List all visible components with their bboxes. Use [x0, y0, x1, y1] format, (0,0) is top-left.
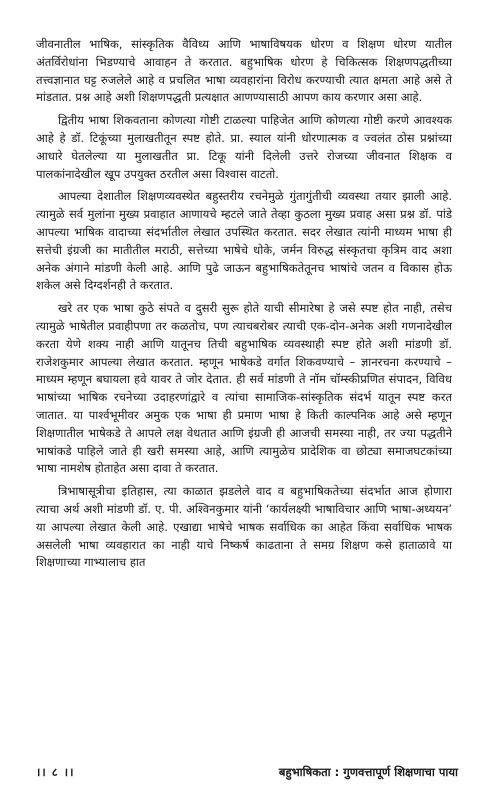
page-footer: [36, 762, 458, 782]
body-text: [36, 36, 452, 577]
paragraph-2: द्वितीय भाषा शिकवताना कोणत्या गोष्टी टाळल्या पाहिजेत आणि कोणत्या गोष्टी करणे आवश्यक आहे हे डॉ. टिकूंच्या मुलाखतीतून स्पष्ट होते. प्रा. स्याल यांनी धोरणात्मक व ज्वलंत ठोस प्रश्नांच्या आधारे घेतलेल्या या मुलाखतीत प्रा. टिकू यांनी दिलेली उत्तरे रोजच्या जीवनात शिक्षक व पालकांनादेखील खूप उपयुक्त ठरतील असा विश्वास वाटतो.: [36, 113, 452, 181]
paragraph-3: आपल्या देशातील शिक्षणव्यवस्थेत बहुस्तरीय रचनेमुळे गुंतागुंतीची व्यवस्था तयार झाली आहे. त्यामुळे सर्व मुलांना मुख्य प्रवाहात आणायचे म्हटले जाते तेव्हा कुठला मुख्य प्रवाह असा प्रश्न डॉ. पांडे आपल्या भाषिक वादाच्या संदर्भातील लेखात उपस्थित करतात. सदर लेखात त्यांनी माध्यम भाषा ही सत्तेची इंग्रजी का मातीतील मराठी, सत्तेच्या भाषेचे धोके, जर्मन विरुद्ध संस्कृतचा कृत्रिम वाद अशा अनेक अंगाने मांडणी केली आहे. आणि पुढे जाऊन बहुभाषिकतेतूनच भाषांचे जतन व विकास होऊ शकेल असे दिग्दर्शनही ते करतात.: [36, 189, 452, 293]
paragraph-1: जीवनातील भाषिक, सांस्कृतिक वैविध्य आणि भाषाविषयक धोरण व शिक्षण धोरण यातील अंतर्विरोधांना भिडण्याचे आवाहन ते करतात. बहुभाषिक धोरण हे चिकित्सक शिक्षणपद्धतीच्या तत्त्वज्ञानात घट्ट रुजलेले आहे व प्रचलित भाषा व्यवहारांना विरोध करण्याची त्यात क्षमता आहे असे ते मांडतात. प्रश्न आहे अशी शिक्षणपद्धती प्रत्यक्षात आणण्यासाठी आपण काय करणार असा आहे.: [36, 37, 452, 105]
running-title: बहुभाषिकता : गुणवत्तापूर्ण शिक्षणाचा पाया: [278, 764, 458, 779]
paragraph-5: त्रिभाषासूत्रीचा इतिहास, त्या काळात झडलेले वाद व बहुभाषिकतेच्या संदर्भात आज होणारा त्याचा अर्थ अशी मांडणी डॉ. ए. पी. अश्विनकुमार यांनी ‘कार्यलक्ष्यी भाषाविचार आणि भाषा-अध्ययन’ या आपल्या लेखात केली आहे. एखाद्या भाषेचे भाषक सर्वाधिक का आहेत किंवा सर्वाधिक भाषक असलेली भाषा व्यवहारात का नाही याचे निष्कर्ष काढताना ते समग्र शिक्षण कसे हाताळावे या शिक्षणाच्या गाभ्यालाच हात: [36, 484, 452, 570]
page-number: ।। ८ ।।: [36, 764, 75, 779]
paragraph-4: खरे तर एक भाषा कुठे संपते व दुसरी सुरू होते याची सीमारेषा हे जसे स्पष्ट होत नाही, तसेच त्यामुळे भाषेतील प्रवाहीपणा तर कळतोच, पण त्याचबरोबर त्याची एक-दोन-अनेक अशी गणनादेखील करता येणे शक्य नाही आणि यातूनच तिची बहुभाषिक व्यवस्थाही स्पष्ट होते अशी मांडणी डॉ. राजेशकुमार आपल्या लेखात करतात. म्हणून भाषेकडे वर्गात शिकवण्याचे – ज्ञानरचना करण्याचे – माध्यम म्हणून बघायला हवे यावर ते जोर देतात. ही सर्व मांडणी ते नॉम चॉम्स्कीप्रणित संपादन, विविध भाषांच्या भाषिक रचनेच्या उदाहरणांद्वारे व त्यांचा सामाजिक-सांस्कृतिक संदर्भ यातून स्पष्ट करत जातात. या पार्श्वभूमीवर अमुक एक भाषा ही प्रमाण भाषा हे किती काल्पनिक आहे असे म्हणून शिक्षणातील भाषेकडे ते आपले लक्ष वेधतात आणि इंग्रजी ही आजची समस्या नाही, तर ज्या पद्धतीने भाषांकडे पाहिले जाते ही खरी समस्या आहे, आणि त्यामुळेच प्रादेशिक वा छोट्या समाजघटकांच्या भाषा नामशेष होताहेत असा दावा ते करतात.: [36, 301, 452, 476]
